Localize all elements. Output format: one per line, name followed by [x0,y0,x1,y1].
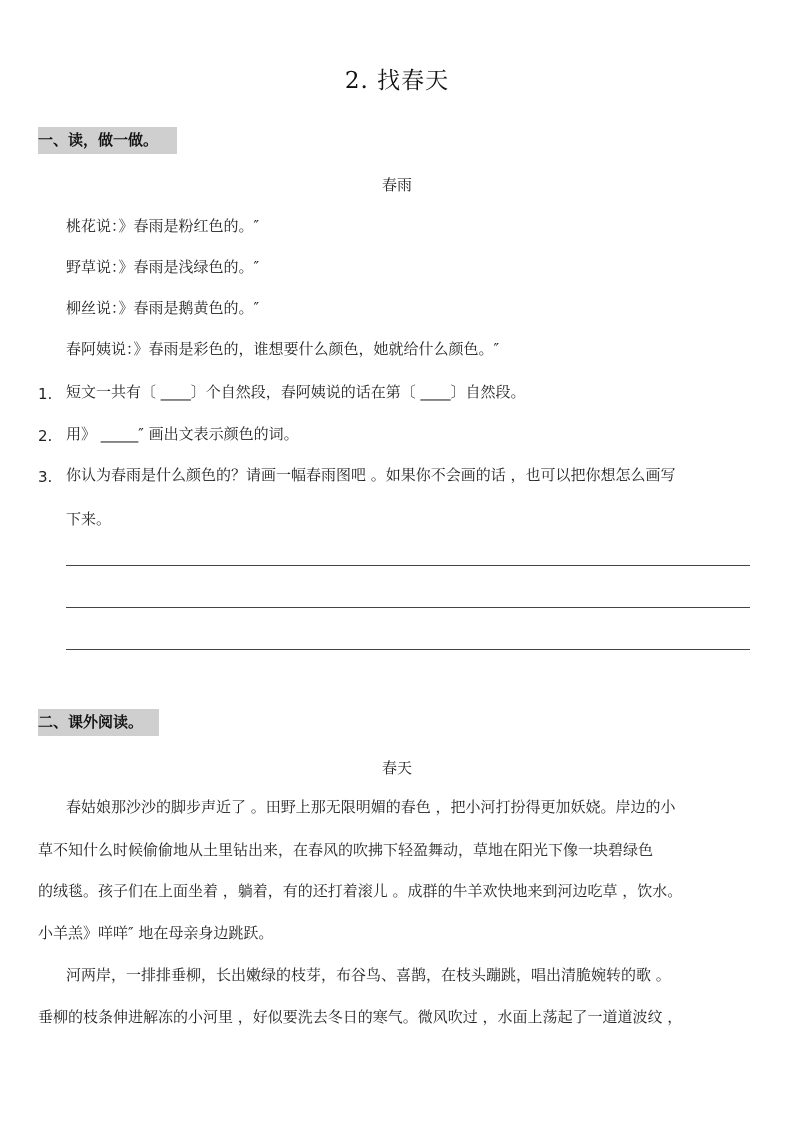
answer-line[interactable] [66,649,750,650]
passage-line: 草不知什么时候偷偷地从土里钻出来，在春风的吹拂下轻盈舞动，草地在阳光下像一块碧绿色 [38,841,654,859]
question-text: 短文一共有〔 ____〕个自然段，春阿姨说的话在第〔 ____〕自然段。 [66,383,526,401]
passage-line: 河两岸，一排排垂柳，长出嫩绿的枝芽，布谷鸟、喜鹊，在枝头蹦跳，唱出清脆婉转的歌 。 [66,966,671,984]
section-heading-read-and-do: 一、读，做一做。 [38,127,177,154]
poem-line: 柳丝说：》春雨是鹅黄色的。″ [66,299,260,317]
passage-line: 春姑娘那沙沙的脚步声近了 。田野上那无限明媚的春色 ，把小河打扮得更加妖娆。岸边的小 [66,798,676,816]
question-text: 用》 _____″ 画出文表示颜色的词。 [66,425,299,443]
question-text: 你认为春雨是什么颜色的？请画一幅春雨图吧 。如果你不会画的话 ，也可以把你想怎么画写 [66,466,676,484]
question-number: 3. [38,468,53,486]
passage-title: 春天 [381,759,412,777]
poem-line: 桃花说：》春雨是粉红色的。″ [66,217,260,235]
page-title: 2. 找春天 [344,68,450,94]
poem-line: 野草说：》春雨是浅绿色的。″ [66,258,260,276]
passage-line: 的绒毯。孩子们在上面坐着 ，躺着，有的还打着滚儿 。成群的牛羊欢快地来到河边吃草 ，饮水。 [38,882,683,900]
question-number: 1. [38,385,53,403]
question-text-continuation: 下来。 [66,510,112,528]
answer-line[interactable] [66,607,750,608]
passage-line: 垂柳的枝条伸进解冻的小河里 ，好似要洗去冬日的寒气。微风吹过 ，水面上荡起了一道道波纹 ， [38,1008,683,1026]
poem-line: 春阿姨说：》春雨是彩色的，谁想要什么颜色，她就给什么颜色。″ [66,340,500,358]
question-number: 2. [38,427,53,445]
poem-title: 春雨 [381,176,412,194]
answer-line[interactable] [66,565,750,566]
passage-line: 小羊羔》咩咩″ 地在母亲身边跳跃。 [38,924,274,942]
section-heading-extracurricular-reading: 二、课外阅读。 [38,709,159,736]
